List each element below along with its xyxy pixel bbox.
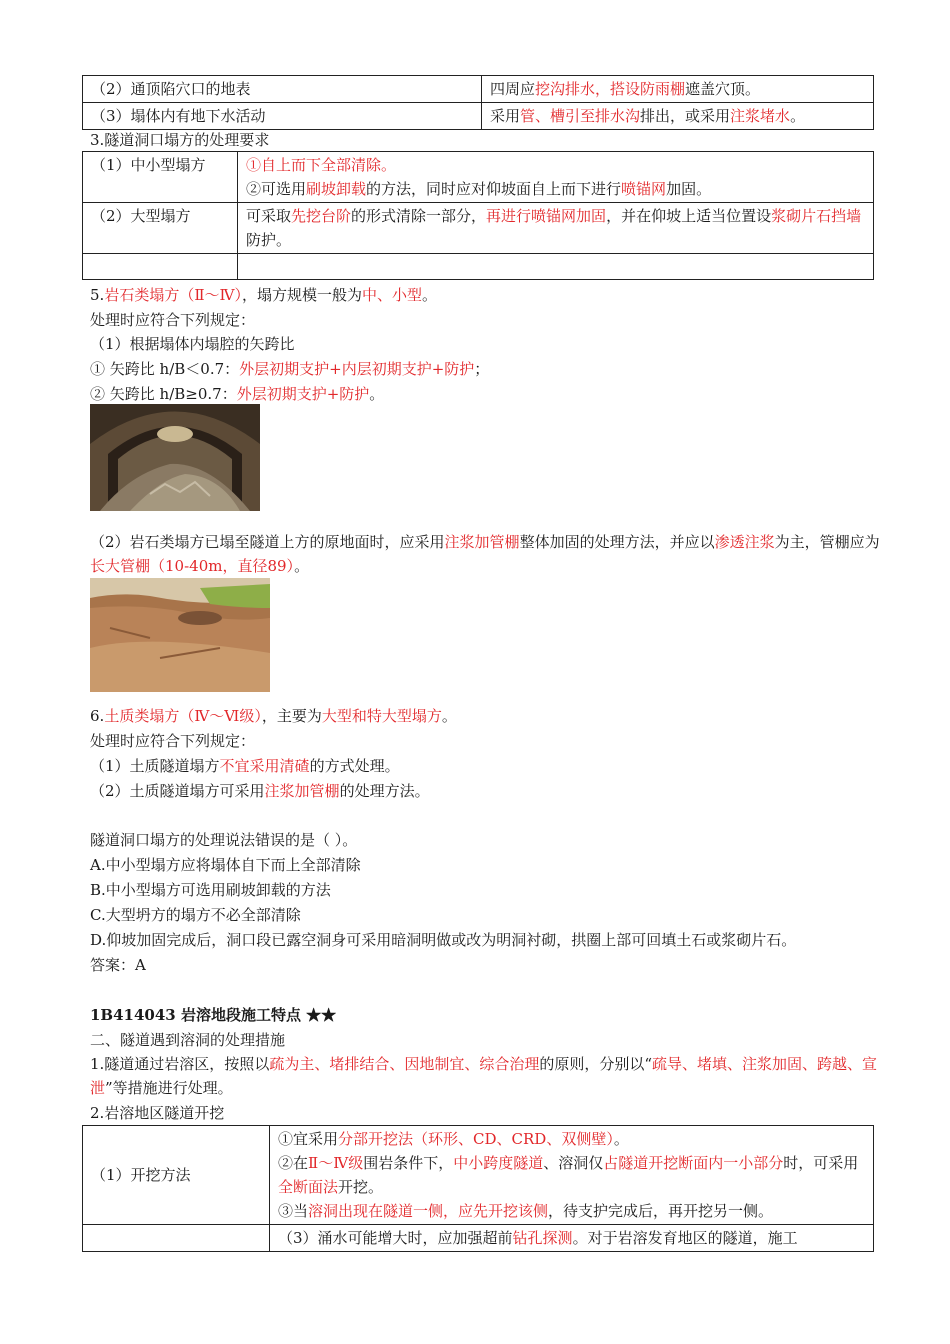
text-run: 1.隧道通过岩溶区，按照以 bbox=[90, 1055, 270, 1073]
table-cell bbox=[482, 103, 874, 130]
paragraph bbox=[90, 530, 880, 578]
table-cell bbox=[83, 1225, 270, 1252]
section-title bbox=[90, 283, 437, 307]
text-run: 可采取 bbox=[246, 207, 292, 225]
text-run: 的方法，同时应对仰坡面自上而下进行 bbox=[366, 180, 622, 198]
section-heading: 1B414043 岩溶地段施工特点 ★★ bbox=[90, 1006, 337, 1024]
paragraph bbox=[90, 357, 489, 381]
highlight-text: 岩石类塌方（Ⅱ～Ⅳ） bbox=[104, 286, 242, 304]
highlight-text: 不宜采用清碴 bbox=[219, 757, 310, 775]
paragraph: 2.岩溶地区隧道开挖 bbox=[90, 1104, 225, 1122]
highlight-text: 分部开挖法（环形、CD、CRD、双侧壁） bbox=[338, 1130, 614, 1148]
table-row bbox=[83, 254, 874, 280]
paragraph bbox=[90, 754, 400, 778]
text-run: 采用 bbox=[490, 107, 521, 125]
text-run: ，主要为 bbox=[261, 707, 322, 725]
highlight-text: 中小跨度隧道 bbox=[453, 1154, 544, 1172]
table-text bbox=[278, 1199, 865, 1223]
highlight-text: 外层初期支护+内层初期支护+防护 bbox=[239, 360, 475, 378]
highlight-text: 外层初期支护+防护 bbox=[236, 385, 370, 403]
text-run: 围岩条件下， bbox=[363, 1154, 454, 1172]
table-cell bbox=[482, 76, 874, 103]
highlight-text: 先挖台阶 bbox=[291, 207, 352, 225]
text-run: ，并在仰坡上适当位置设 bbox=[606, 207, 772, 225]
highlight-text: 长大管棚（10-40m，直径89） bbox=[90, 557, 295, 575]
text-run: ①宜采用 bbox=[278, 1130, 339, 1148]
table-text bbox=[246, 177, 865, 201]
text-run: ，待支护完成后，再开挖另一侧。 bbox=[548, 1202, 774, 1220]
table-text bbox=[278, 1127, 865, 1151]
table-cell bbox=[83, 254, 238, 280]
text-run: 排出，或采用 bbox=[640, 107, 731, 125]
highlight-text: 注浆加管棚 bbox=[264, 782, 340, 800]
text-run: ，塌方规模一般为 bbox=[242, 286, 363, 304]
table-cell bbox=[238, 203, 874, 254]
text-run: 遮盖穴顶。 bbox=[685, 80, 761, 98]
table-row bbox=[83, 1126, 874, 1225]
tunnel-collapse-photo bbox=[90, 404, 260, 511]
question-stem: 隧道洞口塌方的处理说法错误的是（ ）。 bbox=[90, 831, 358, 849]
text-run: 整体加固的处理方法，并应以 bbox=[519, 533, 715, 551]
text-run: （2）土质隧道塌方可采用 bbox=[90, 782, 265, 800]
highlight-text: 挖沟排水，搭设防雨棚 bbox=[535, 80, 686, 98]
text-run: ②在 bbox=[278, 1154, 309, 1172]
table-text: ①自上而下全部清除。 bbox=[246, 156, 397, 174]
text-run: 6. bbox=[90, 707, 105, 725]
table-text bbox=[278, 1151, 865, 1199]
table-cell: （1）开挖方法 bbox=[83, 1126, 270, 1225]
highlight-text: 中、小型 bbox=[362, 286, 423, 304]
highlight-text: 浆砌片石挡墙 bbox=[771, 207, 862, 225]
option-c: C.大型坍方的塌方不必全部清除 bbox=[90, 906, 301, 924]
text-run: 的原则，分别以“ bbox=[539, 1055, 653, 1073]
highlight-text: Ⅱ～Ⅳ级 bbox=[308, 1154, 364, 1172]
text-run: 。 bbox=[422, 286, 438, 304]
highlight-text: 喷锚网 bbox=[621, 180, 667, 198]
text-run: 防护。 bbox=[246, 231, 292, 249]
table-row bbox=[83, 76, 874, 103]
highlight-text: 再进行喷锚网加固 bbox=[486, 207, 607, 225]
highlight-text: 刷坡卸载 bbox=[306, 180, 367, 198]
highlight-text: 溶洞出现在隧道一侧，应先开挖该侧 bbox=[308, 1202, 549, 1220]
answer: 答案：A bbox=[90, 956, 146, 974]
highlight-text: 大型和特大型塌方 bbox=[321, 707, 442, 725]
text-run: 加固。 bbox=[666, 180, 712, 198]
paragraph bbox=[90, 382, 384, 406]
paragraph bbox=[90, 779, 430, 803]
text-run: ① 矢跨比 h/B＜0.7： bbox=[90, 360, 240, 378]
highlight-text: 疏导、堵填、注浆加固、跨越、宣泄 bbox=[90, 1055, 878, 1097]
highlight-text: 渗透注浆 bbox=[714, 533, 775, 551]
table-cell: （1）中小型塌方 bbox=[83, 152, 238, 203]
option-d: D.仰坡加固完成后，洞口段已露空洞身可采用暗洞明做或改为明洞衬砌，拱圈上部可回填土石或浆砌片石。 bbox=[90, 931, 797, 949]
text-run: 时，可采用 bbox=[783, 1154, 859, 1172]
text-run: 。 bbox=[790, 107, 806, 125]
collapse-treatment-table bbox=[82, 75, 874, 130]
text-run: 5. bbox=[90, 286, 105, 304]
paragraph: （1）根据塌体内塌腔的矢跨比 bbox=[90, 335, 295, 353]
text-run: 、溶洞仅 bbox=[543, 1154, 604, 1172]
table-cell bbox=[270, 1225, 874, 1252]
option-a: A.中小型塌方应将塌体自下而上全部清除 bbox=[90, 856, 361, 874]
table-row bbox=[83, 203, 874, 254]
highlight-text: 钻孔探测 bbox=[512, 1229, 573, 1247]
paragraph: 处理时应符合下列规定： bbox=[90, 732, 256, 750]
table-row bbox=[83, 152, 874, 203]
text-run: ② 矢跨比 h/B≥0.7： bbox=[90, 385, 237, 403]
highlight-text: 管、槽引至排水沟 bbox=[520, 107, 641, 125]
option-b: B.中小型塌方可选用刷坡卸载的方法 bbox=[90, 881, 331, 899]
table-cell bbox=[270, 1126, 874, 1225]
text-run: 的方式处理。 bbox=[309, 757, 400, 775]
highlight-text: 占隧道开挖断面内一小部分 bbox=[603, 1154, 784, 1172]
ground-collapse-photo bbox=[90, 578, 270, 692]
text-run: 为主，管棚应为 bbox=[774, 533, 880, 551]
text-run: 。 bbox=[441, 707, 457, 725]
table-cell: （3）塌体内有地下水活动 bbox=[83, 103, 482, 130]
highlight-text: 疏为主、堵排结合、因地制宜、综合治理 bbox=[269, 1055, 540, 1073]
table-row bbox=[83, 1225, 874, 1252]
text-run: 。 bbox=[369, 385, 385, 403]
text-run: （3）涌水可能增大时，应加强超前 bbox=[278, 1229, 513, 1247]
section-title bbox=[90, 704, 457, 728]
text-run: ”等措施进行处理。 bbox=[105, 1079, 233, 1097]
table-row bbox=[83, 103, 874, 130]
text-run: 。对于岩溶发育地区的隧道，施工 bbox=[572, 1229, 798, 1247]
highlight-text: 全断面法 bbox=[278, 1178, 339, 1196]
table-cell: （2）通顶陷穴口的地表 bbox=[83, 76, 482, 103]
text-run: 的处理方法。 bbox=[339, 782, 430, 800]
text-run: 。 bbox=[294, 557, 310, 575]
text-run: 四周应 bbox=[490, 80, 536, 98]
subheading: 二、隧道遇到溶洞的处理措施 bbox=[90, 1031, 286, 1049]
text-run: ③当 bbox=[278, 1202, 309, 1220]
table-cell bbox=[238, 152, 874, 203]
text-run: 的形式清除一部分， bbox=[351, 207, 487, 225]
text-run: 。 bbox=[613, 1130, 629, 1148]
portal-collapse-table bbox=[82, 151, 874, 280]
table-cell: （2）大型塌方 bbox=[83, 203, 238, 254]
highlight-text: 土质类塌方（Ⅳ～Ⅵ级） bbox=[104, 707, 262, 725]
highlight-text: 注浆加管棚 bbox=[444, 533, 520, 551]
text-run: ②可选用 bbox=[246, 180, 307, 198]
text-run: （1）土质隧道塌方 bbox=[90, 757, 220, 775]
text-run: ； bbox=[474, 360, 490, 378]
text-run: 开挖。 bbox=[338, 1178, 384, 1196]
table-cell bbox=[238, 254, 874, 280]
section-title: 3.隧道洞口塌方的处理要求 bbox=[90, 131, 270, 149]
karst-excavation-table bbox=[82, 1125, 874, 1252]
highlight-text: 注浆堵水 bbox=[730, 107, 791, 125]
text-run: （2）岩石类塌方已塌至隧道上方的原地面时，应采用 bbox=[90, 533, 445, 551]
paragraph bbox=[90, 1052, 880, 1100]
paragraph: 处理时应符合下列规定： bbox=[90, 311, 256, 329]
